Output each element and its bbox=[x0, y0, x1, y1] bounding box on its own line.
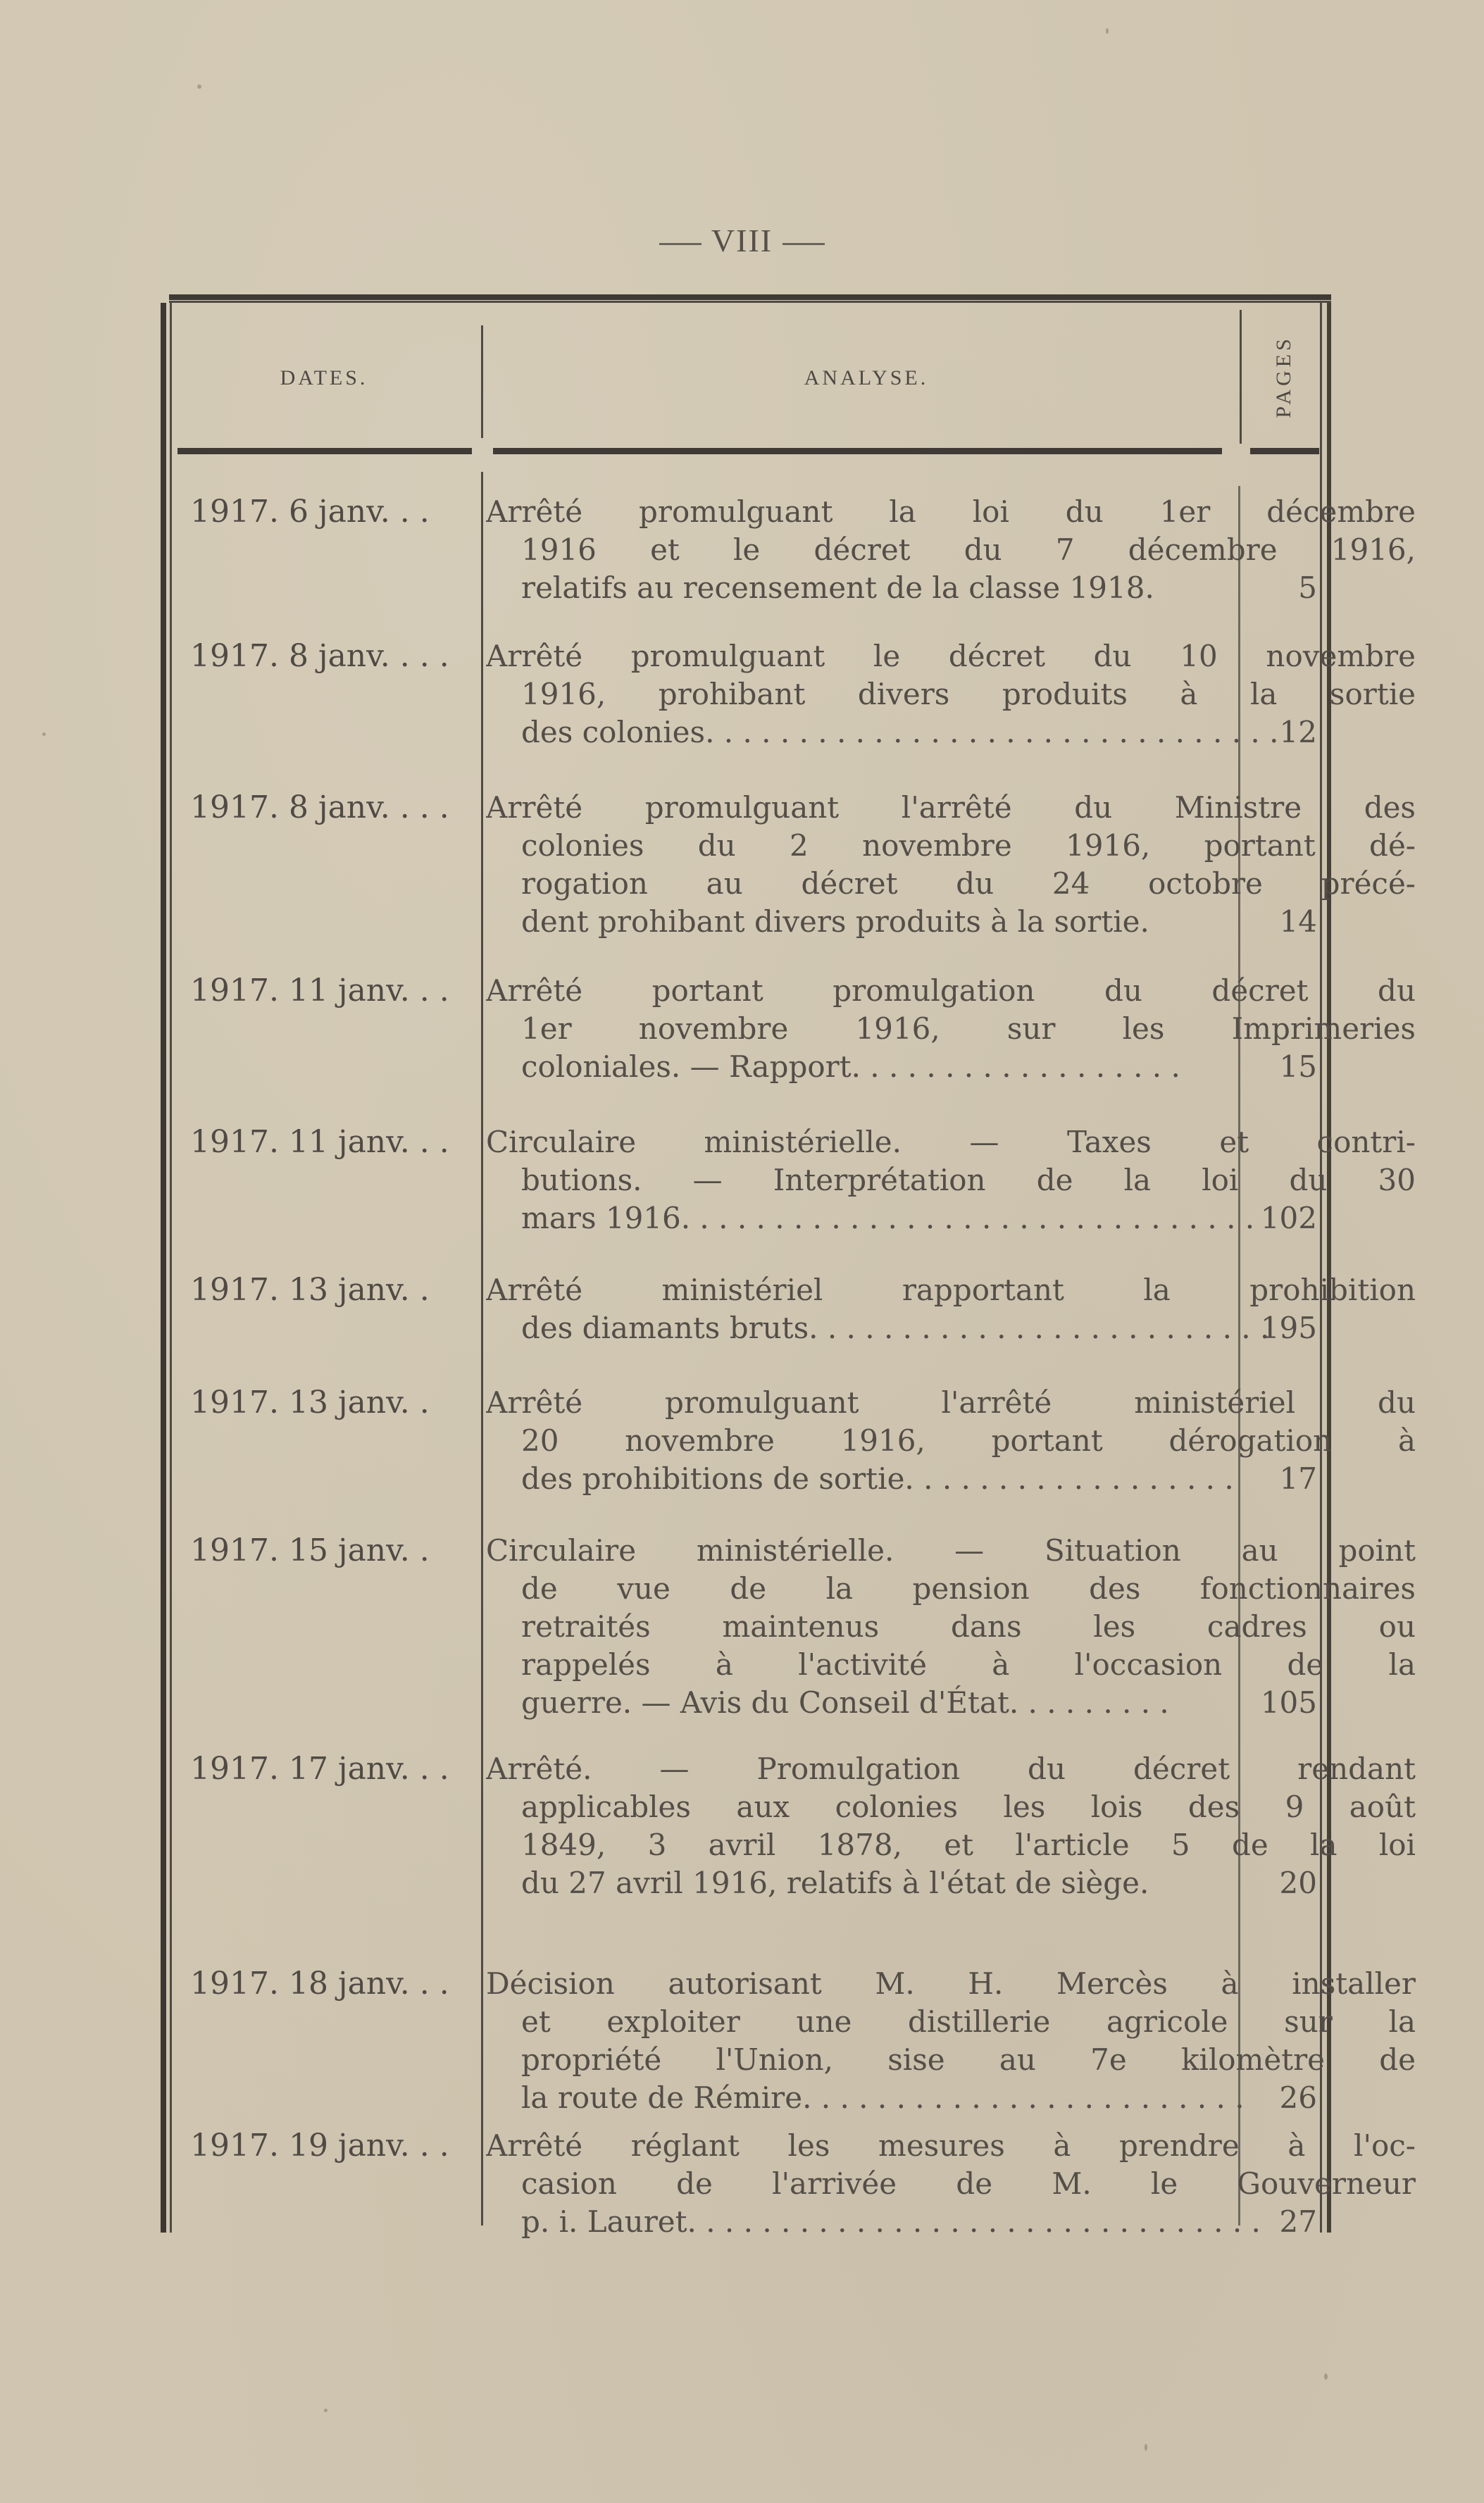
header-rule-pages bbox=[1250, 448, 1319, 454]
entry-analysis-line: Arrêté promulguant le décret du 10 novembre bbox=[486, 639, 1416, 673]
entry-analysis-line: p. i. Lauret. . . . . . . . . . . . . . . . . . . . . . . . . . . . . . . bbox=[521, 2204, 1261, 2239]
entry-analysis-line: dent prohibant divers produits à la sortie. bbox=[521, 904, 1149, 939]
entry-analysis-line: colonies du 2 novembre 1916, portant dé- bbox=[521, 828, 1416, 863]
table-top-border bbox=[169, 294, 1331, 303]
entry-date: 1917. 11 janv. . . bbox=[190, 973, 449, 1009]
entry-date: 1917. 17 janv. . . bbox=[190, 1751, 449, 1787]
entry-date: 1917. 15 janv. . bbox=[190, 1533, 430, 1568]
entry-page-number: 5 bbox=[1298, 570, 1317, 605]
entry-date: 1917. 11 janv. . . bbox=[190, 1124, 449, 1160]
entry-date: 1917. 8 janv. . . . bbox=[190, 638, 449, 674]
entry-analysis-line: et exploiter une distillerie agricole sur la bbox=[521, 2004, 1416, 2039]
entry-analysis-line: rogation au décret du 24 octobre précé- bbox=[521, 866, 1416, 901]
paper-speck bbox=[1145, 2444, 1147, 2451]
header-rule-dates bbox=[177, 448, 472, 454]
entry-date: 1917. 19 janv. . . bbox=[190, 2128, 449, 2164]
page-number-text: VIII bbox=[711, 223, 773, 258]
entry-analysis-line: 1er novembre 1916, sur les Imprimeries bbox=[521, 1011, 1416, 1046]
entry-analysis-line: guerre. — Avis du Conseil d'État. . . . . . . . . bbox=[521, 1685, 1169, 1720]
entry-date: 1917. 13 janv. . bbox=[190, 1272, 430, 1308]
entry-analysis-line: 1916 et le décret du 7 décembre 1916, bbox=[521, 532, 1416, 567]
entry-date: 1917. 6 janv. . . bbox=[190, 494, 430, 530]
entry-analysis-line: propriété l'Union, sise au 7e kilomètre de bbox=[521, 2042, 1416, 2077]
entry-date: 1917. 13 janv. . bbox=[190, 1385, 430, 1421]
entry-analysis-line: Arrêté. — Promulgation du décret rendant bbox=[486, 1752, 1416, 1786]
entry-page-number: 102 bbox=[1260, 1201, 1317, 1235]
entry-page-number: 26 bbox=[1279, 2080, 1317, 2115]
entry-analysis-line: des prohibitions de sortie. . . . . . . . . . . . . . . . . . bbox=[521, 1461, 1234, 1496]
entry-analysis-line: 1916, prohibant divers produits à la sortie bbox=[521, 677, 1416, 711]
entry-analysis-line: relatifs au recensement de la classe 1918. bbox=[521, 570, 1154, 605]
entry-analysis-line: mars 1916. . . . . . . . . . . . . . . . . . . . . . . . . . . . . . . bbox=[521, 1201, 1255, 1235]
entry-analysis-line: Arrêté promulguant l'arrêté du Ministre des bbox=[486, 790, 1416, 825]
entry-page-number: 27 bbox=[1279, 2204, 1317, 2239]
header-rule-analyse bbox=[493, 448, 1222, 454]
entry-analysis-line: retraités maintenus dans les cadres ou bbox=[521, 1609, 1416, 1644]
entry-page-number: 15 bbox=[1279, 1049, 1317, 1084]
table-left-border bbox=[161, 303, 172, 2233]
header-divider-dates bbox=[481, 325, 483, 438]
entry-analysis-line: de vue de la pension des fonctionnaires bbox=[521, 1571, 1416, 1606]
paper-speck bbox=[42, 732, 46, 736]
entry-page-number: 195 bbox=[1260, 1311, 1317, 1345]
paper-speck bbox=[324, 2409, 328, 2412]
entry-analysis-line: Arrêté ministériel rapportant la prohibition bbox=[486, 1273, 1416, 1307]
entry-analysis-line: Arrêté réglant les mesures à prendre à l'oc- bbox=[486, 2128, 1416, 2163]
entry-analysis-line: des colonies. . . . . . . . . . . . . . . . . . . . . . . . . . . . . . . bbox=[521, 715, 1279, 749]
entry-analysis-line: du 27 avril 1916, relatifs à l'état de siège. bbox=[521, 1866, 1149, 1900]
paper-speck bbox=[197, 85, 201, 89]
entry-page-number: 14 bbox=[1279, 904, 1317, 939]
entry-analysis-line: Décision autorisant M. H. Mercès à installer bbox=[486, 1966, 1416, 2001]
entry-page-number: 12 bbox=[1279, 715, 1317, 749]
entry-analysis-line: des diamants bruts. . . . . . . . . . . . . . . . . . . . . . . . . bbox=[521, 1311, 1270, 1345]
entry-analysis-line: Circulaire ministérielle. — Taxes et contri- bbox=[486, 1125, 1416, 1159]
entry-page-number: 17 bbox=[1279, 1461, 1317, 1496]
page-number bbox=[0, 222, 1484, 259]
entry-analysis-line: Circulaire ministérielle. — Situation au point bbox=[486, 1533, 1416, 1568]
page-number-dash-left bbox=[659, 243, 702, 245]
entry-page-number: 20 bbox=[1279, 1866, 1317, 1900]
entry-analysis-line: Arrêté promulguant l'arrêté ministériel du bbox=[486, 1385, 1416, 1420]
entry-analysis-line: rappelés à l'activité à l'occasion de la bbox=[521, 1647, 1416, 1682]
entry-date: 1917. 8 janv. . . . bbox=[190, 789, 449, 825]
entry-analysis-line: butions. — Interprétation de la loi du 30 bbox=[521, 1163, 1416, 1197]
pages-header-label: PAGES bbox=[1272, 335, 1295, 418]
pages-header bbox=[1268, 320, 1300, 433]
column-divider-dates bbox=[481, 472, 483, 2226]
entry-analysis-line: Arrêté portant promulgation du décret du bbox=[486, 973, 1416, 1008]
header-divider-pages bbox=[1240, 310, 1242, 444]
entry-page-number: 105 bbox=[1260, 1685, 1317, 1720]
paper-speck bbox=[1106, 28, 1109, 34]
entry-date: 1917. 18 janv. . . bbox=[190, 1966, 449, 2002]
dates-header: DATES. bbox=[280, 366, 368, 389]
entry-analysis-line: coloniales. — Rapport. . . . . . . . . . . . . . . . . . bbox=[521, 1049, 1180, 1084]
entry-analysis-line: la route de Rémire. . . . . . . . . . . . . . . . . . . . . . . . bbox=[521, 2080, 1245, 2115]
entry-analysis-line: 1849, 3 avril 1878, et l'article 5 de la loi bbox=[521, 1828, 1416, 1862]
paper-speck bbox=[1324, 2373, 1328, 2380]
entry-analysis-line: applicables aux colonies les lois des 9 août bbox=[521, 1790, 1416, 1824]
entry-analysis-line: 20 novembre 1916, portant dérogation à bbox=[521, 1423, 1416, 1458]
entry-analysis-line: Arrêté promulguant la loi du 1er décembre bbox=[486, 494, 1416, 529]
page-number-dash-right bbox=[782, 243, 825, 245]
entry-analysis-line: casion de l'arrivée de M. le Gouverneur bbox=[521, 2166, 1416, 2201]
analyse-header: ANALYSE. bbox=[804, 366, 929, 389]
